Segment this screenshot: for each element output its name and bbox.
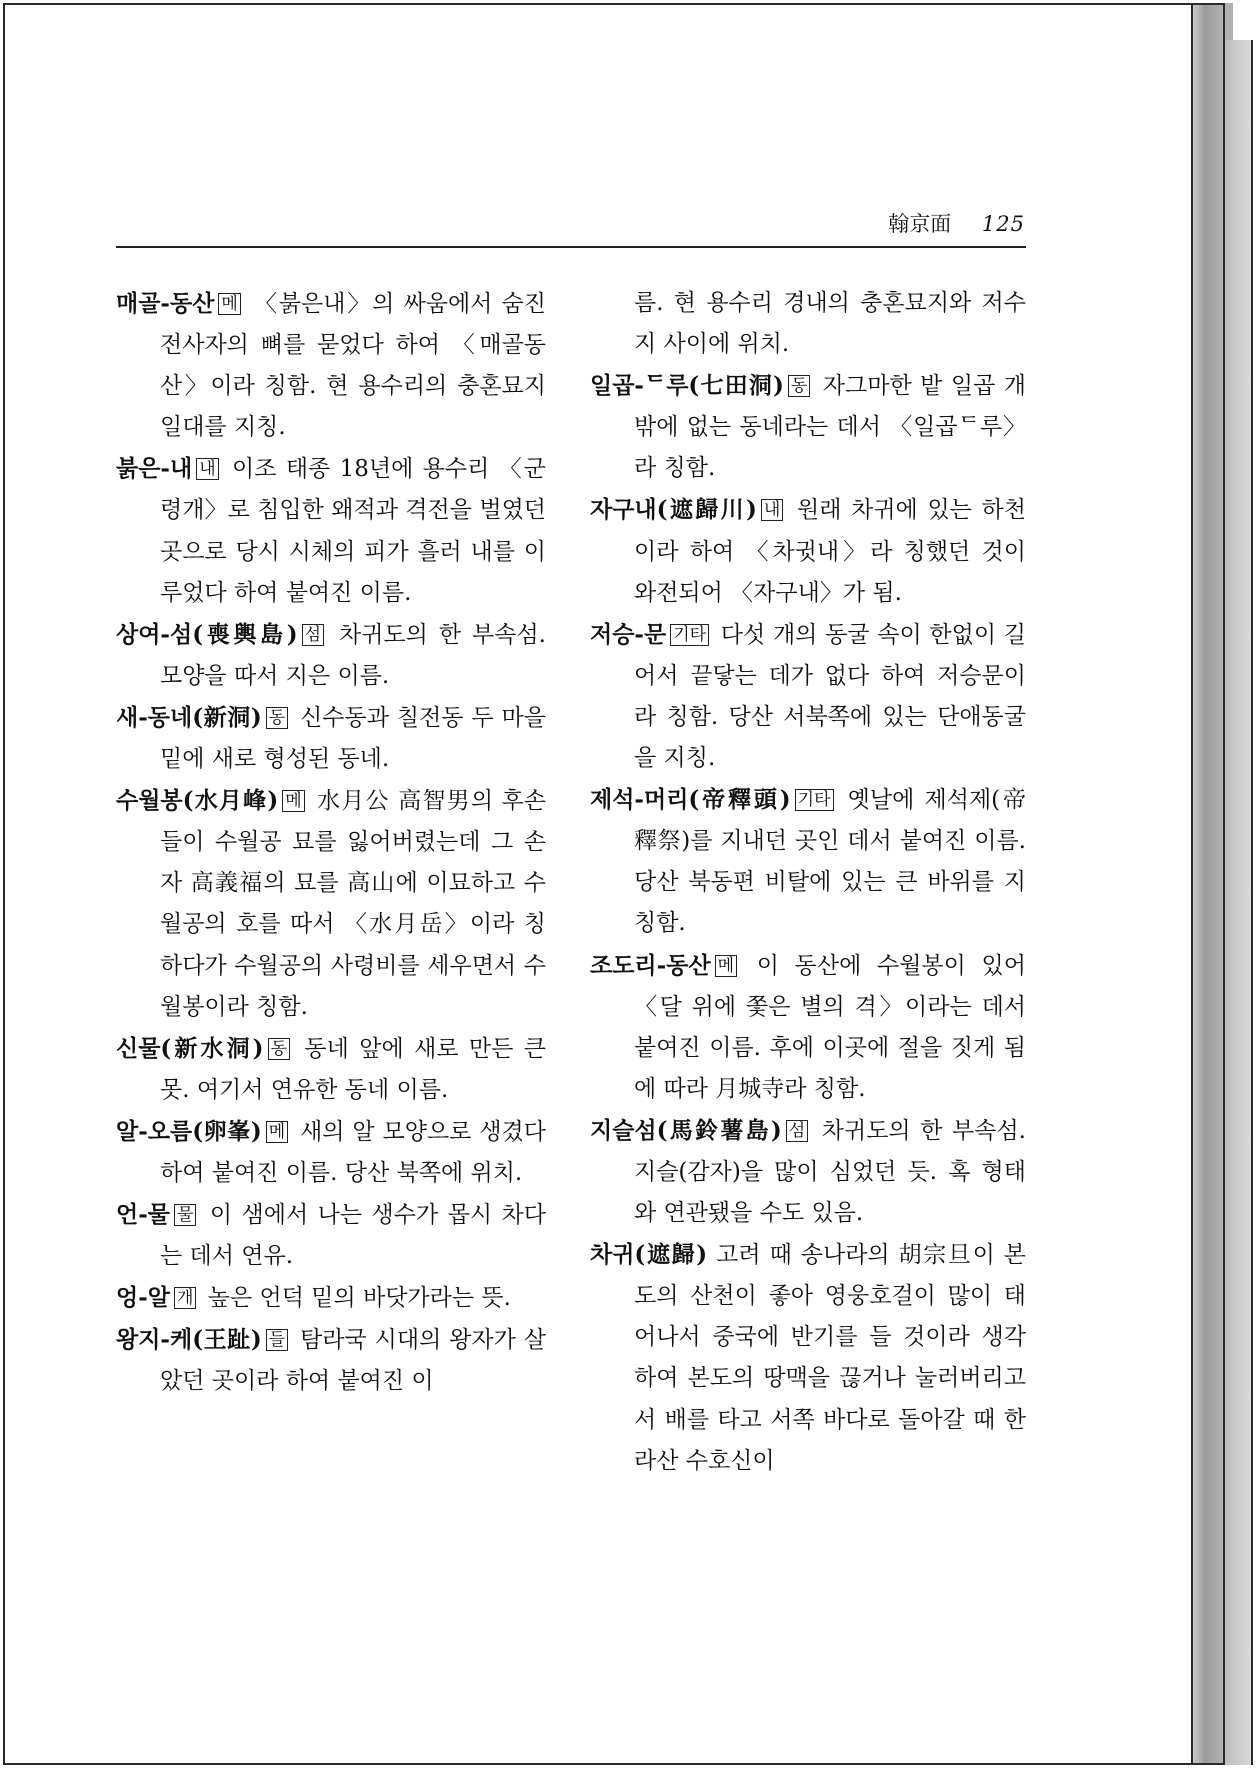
category-tag: 섬 (786, 1120, 808, 1142)
right-column (590, 283, 1026, 1482)
dictionary-entry (590, 1110, 1026, 1234)
entry-text: 이 동산에 수월봉이 있어 〈달 위에 쫓은 별의 격〉이라는 데서 붙여진 이름. 후에 이곳에 절을 짓게 됨에 따라 月城寺라 칭함. (634, 952, 1026, 1102)
category-tag: 기타 (795, 789, 834, 811)
entry-text: 원래 차귀에 있는 하천이라 하여 〈차귓내〉라 칭했던 것이 와전되어 〈자구내〉가 됨. (634, 497, 1026, 606)
entry-term: 제석-머리(帝釋頭) (590, 786, 791, 814)
entry-term: 붉은-내 (116, 455, 193, 483)
category-tag: 내 (196, 458, 218, 480)
dictionary-entry (116, 1111, 546, 1194)
entry-term: 매골-동산 (116, 290, 215, 317)
category-tag: 동 (788, 375, 810, 397)
entry-text: 다섯 개의 동굴 속이 한없이 길어서 끝닿는 데가 없다 하여 저승문이라 칭함. 당산 서북쪽에 있는 단애동굴을 지칭. (634, 621, 1026, 772)
dictionary-entry (590, 614, 1026, 779)
dictionary-entry (590, 365, 1026, 489)
book-spine (1193, 3, 1225, 1765)
entry-text: 자그마한 밭 일곱 개 밖에 없는 동네라는 데서 〈일곱ᄃ루〉라 칭함. (634, 373, 1026, 482)
category-tag: 물 (174, 1204, 196, 1226)
category-tag: 메 (282, 790, 304, 812)
entry-text: 새의 알 모양으로 생겼다 하여 붙여진 이름. 당산 북쪽에 위치. (160, 1118, 546, 1186)
entry-text: 차귀도의 한 부속섬. 지슬(감자)을 많이 심었던 듯. 혹 형태와 연관됐을 수도 있음. (634, 1117, 1026, 1227)
entry-text: 水月公 高智男의 후손들이 수월공 묘를 잃어버렸는데 그 손자 高義福의 묘를 高山에 이묘하고 수월공의 호를 따서 〈水月岳〉이라 칭하다가 수월공의 사령비를 세우면서 수월봉이라 칭함. (160, 788, 546, 1020)
dictionary-entry (116, 1028, 546, 1111)
category-tag: 개 (174, 1287, 196, 1309)
category-tag: 기타 (670, 624, 709, 646)
dictionary-entry (116, 614, 546, 697)
entry-term: 새-동네(新洞) (116, 703, 262, 731)
entry-term: 신물(新水洞) (116, 1034, 264, 1062)
entry-term: 자구내(遮歸川) (590, 496, 757, 524)
entry-text: 동네 앞에 새로 만든 큰 못. 여기서 연유한 동네 이름. (160, 1035, 546, 1103)
entry-text: 탐라국 시대의 왕자가 살았던 곳이라 하여 붙여진 이 (160, 1327, 546, 1395)
entry-term: 상여-섬(喪輿島) (116, 620, 298, 648)
entry-text: 신수동과 칠전동 두 마을 밑에 새로 형성된 동네. (160, 704, 546, 773)
dictionary-entry (590, 945, 1026, 1110)
entry-term: 일곱-ᄃ루(七田洞) (590, 372, 784, 400)
entry-text: 〈붉은내〉의 싸움에서 숨진 전사자의 뼈를 묻었다 하여 〈매골동산〉이라 칭함. 현 용수리의 충혼묘지 일대를 지칭. (160, 291, 546, 441)
dictionary-entry (116, 697, 546, 780)
category-tag: 들 (266, 1329, 288, 1351)
left-column (116, 283, 546, 1403)
dictionary-entry (116, 283, 546, 448)
entry-term: 지슬섬(馬鈴薯島) (590, 1116, 782, 1144)
entry-term: 언-물 (116, 1201, 170, 1229)
entry-term: 알-오름(卵峯) (116, 1117, 262, 1145)
page-number: 125 (981, 212, 1025, 236)
entry-term: 엉-알 (116, 1284, 170, 1312)
entry-term: 조도리-동산 (590, 951, 711, 979)
category-tag: 메 (218, 293, 240, 315)
dictionary-entry (116, 1277, 546, 1319)
category-tag: 동 (268, 1038, 290, 1060)
page-edge-side (1225, 40, 1253, 1765)
dictionary-entry (116, 1194, 546, 1277)
entry-text: 이조 태종 18년에 용수리 〈군령개〉로 침입한 왜적과 격전을 벌였던 곳으로 당시 시체의 피가 흘러 내를 이루었다 하여 붙여진 이름. (160, 456, 546, 606)
dictionary-entry (590, 779, 1026, 944)
category-tag: 섬 (302, 624, 324, 646)
running-header (0, 208, 1025, 238)
dictionary-entry (116, 780, 546, 1028)
entry-text: 고려 때 송나라의 胡宗旦이 본도의 산천이 좋아 영웅호걸이 많이 태어나서 중국에 반기를 들 것이라 생각하여 본도의 땅맥을 끊거나 눌러버리고서 배를 타고 서쪽 바다로 돌아갈 때 한라산 수호신이 (634, 1242, 1026, 1474)
category-tag: 메 (715, 955, 737, 977)
entry-term: 수월봉(水月峰) (116, 787, 279, 815)
entry-text: 옛날에 제석제(帝釋祭)를 지내던 곳인 데서 붙여진 이름. 당산 북동편 비탈에 있는 큰 바위를 지칭함. (634, 787, 1026, 937)
entry-continuation: 름. 현 용수리 경내의 충혼묘지와 저수지 사이에 위치. (634, 290, 1026, 358)
dictionary-entry (590, 1234, 1026, 1482)
category-tag: 내 (761, 499, 783, 521)
entry-text: 높은 언덕 밑의 바닷가라는 뜻. (200, 1285, 511, 1312)
header-rule (116, 246, 1026, 248)
dictionary-entry (116, 1319, 546, 1402)
dictionary-entry (590, 489, 1026, 613)
entry-text: 이 샘에서 나는 생수가 몹시 차다는 데서 연유. (160, 1202, 546, 1270)
dictionary-entry (116, 448, 546, 613)
entry-term: 저승-문 (590, 620, 667, 648)
entry-term: 차귀(遮歸) (590, 1241, 708, 1269)
category-tag: 메 (266, 1121, 288, 1143)
entry-text: 차귀도의 한 부속섬. 모양을 따서 지은 이름. (160, 621, 546, 689)
section-title: 翰京面 (888, 212, 952, 236)
entry-term: 왕지-케(王趾) (116, 1326, 262, 1354)
category-tag: 동 (266, 707, 288, 729)
